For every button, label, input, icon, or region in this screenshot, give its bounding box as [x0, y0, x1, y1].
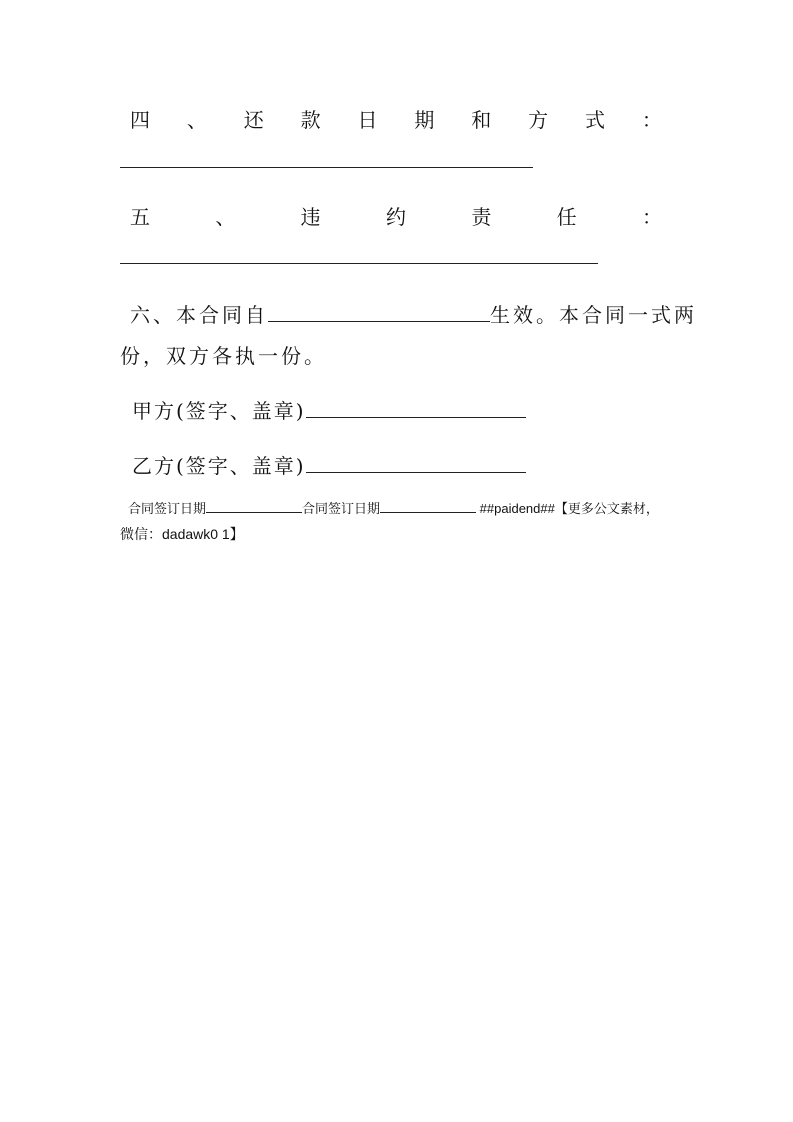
party-a-signature	[132, 395, 526, 424]
signing-date-row	[128, 498, 659, 517]
clause5-char: 约	[385, 205, 406, 229]
clause5-char: ：	[641, 205, 662, 229]
clause4-char: 日	[357, 108, 378, 132]
party-b-signature	[132, 450, 526, 479]
footer-note: ##paidend##【更多公文素材，	[479, 501, 659, 516]
footer-note-line2: 微信：dadawk0 1】	[120, 526, 244, 542]
clause5-char: 违	[300, 205, 321, 229]
signing-date-blank[interactable]	[380, 511, 476, 513]
signing-date-label: 合同签订日期	[302, 501, 381, 516]
clause4-char: 期	[414, 108, 435, 132]
clause5-fill-line	[120, 263, 598, 264]
party-a-signature-blank[interactable]	[306, 416, 526, 418]
clause4-char: 还	[243, 108, 264, 132]
clause6-line2: 份，双方各执一份。	[120, 344, 327, 368]
clause4-fill-line	[120, 167, 533, 168]
clause4-char: ：	[641, 108, 662, 132]
clause6-prefix: 六、本合同自	[130, 303, 268, 327]
clause5-char: 五	[130, 205, 150, 229]
clause4-char: 四	[130, 108, 150, 132]
clause4-heading	[130, 104, 662, 133]
clause4-char: 式	[585, 108, 605, 132]
clause4-char: 款	[300, 108, 321, 132]
clause6-suffix: 生效。本合同一式两	[490, 303, 697, 327]
clause5-char: 任	[556, 205, 577, 229]
signing-date-label: 合同签订日期	[128, 501, 207, 516]
party-a-label: 甲方(签字、盖章)	[132, 399, 306, 423]
clause4-char: 方	[528, 108, 549, 132]
clause5-char: 责	[471, 205, 492, 229]
clause5-char: 、	[215, 205, 236, 229]
party-b-signature-blank[interactable]	[306, 471, 526, 473]
clause4-char: 和	[471, 108, 492, 132]
clause4-char: 、	[186, 108, 207, 132]
effective-date-blank[interactable]	[268, 320, 490, 322]
clause5-heading	[130, 201, 662, 230]
signing-date-blank[interactable]	[206, 511, 302, 513]
party-b-label: 乙方(签字、盖章)	[132, 454, 306, 478]
clause6-line1	[130, 299, 697, 328]
